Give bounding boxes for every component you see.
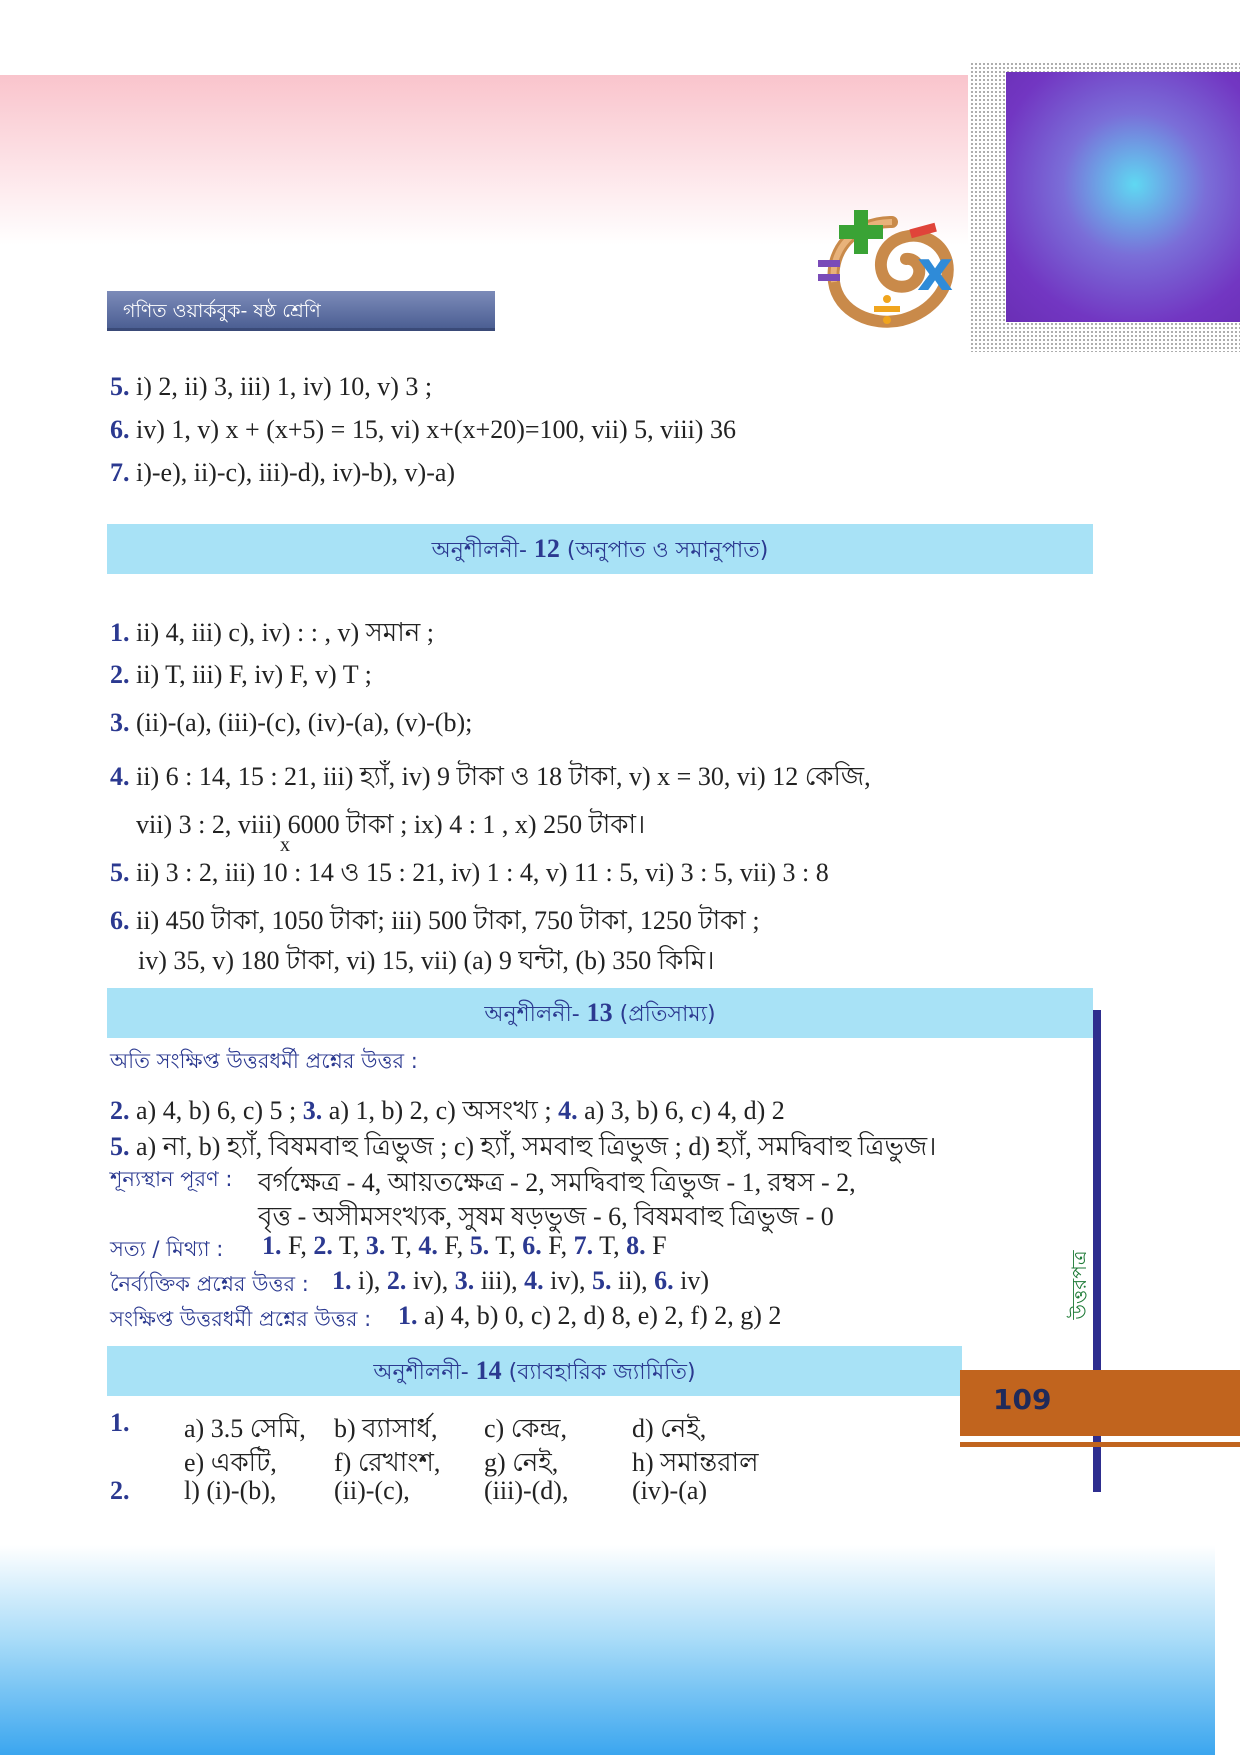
answer-cell: c) কেন্দ্র, [484, 1414, 567, 1443]
true-false-label: সত্য / মিথ্যা : [110, 1237, 224, 1261]
true-false-answers: 1. F, 2. T, 3. T, 4. F, 5. T, 6. F, 7. T, 8. F [262, 1231, 667, 1260]
answer-cell: f) রেখাংশ, [334, 1448, 441, 1477]
answer-cell: e) একটি, [184, 1448, 277, 1477]
question-number: 2. [110, 1476, 130, 1505]
exercise-12-header: অনুশীলনী- 12 (অনুপাত ও সমানুপাত) [107, 524, 1093, 574]
objective-answers: 1. i), 2. iv), 3. iii), 4. iv), 5. ii), 6. iv) [332, 1266, 710, 1295]
answer-line: 2. ii) T, iii) F, iv) F, v) T ; [110, 660, 372, 689]
answer-cell: d) নেই, [632, 1414, 707, 1443]
answer-cell: h) সমান্তরাল [632, 1448, 759, 1477]
answer-line: 7. i)-e), ii)-c), iii)-d), iv)-b), v)-a) [110, 458, 456, 487]
question-number: 1. [110, 1408, 130, 1437]
answer-line: 1. ii) 4, iii) c), iv) : : , v) সমান ; [110, 618, 435, 647]
short-answers: 1. a) 4, b) 0, c) 2, d) 8, e) 2, f) 2, g) 2 [398, 1301, 782, 1330]
page-number-rule [960, 1442, 1240, 1447]
answer-cell: a) 3.5 সেমি, [184, 1414, 306, 1443]
answer-cell: (iii)-(d), [484, 1476, 569, 1505]
answer-line: 2. a) 4, b) 6, c) 5 ; 3. a) 1, b) 2, c) অসংখ্য ; 4. a) 3, b) 6, c) 4, d) 2 [110, 1096, 785, 1125]
bottom-gradient-band [0, 1545, 1215, 1755]
answer-line: 5. i) 2, ii) 3, iii) 1, iv) 10, v) 3 ; [110, 372, 433, 401]
answer-cell: g) নেই, [484, 1448, 559, 1477]
exercise-13-header: অনুশীলনী- 13 (প্রতিসাম্য) [107, 988, 1093, 1038]
answer-line: 5. a) না, b) হ্যাঁ, বিষমবাহু ত্রিভুজ ; c) হ্যাঁ, সমবাহু ত্রিভুজ ; d) হ্যাঁ, সমদ্বিবাহু ত্রিভুজ। [110, 1132, 937, 1161]
answer-cell: b) ব্যাসার্ধ, [334, 1414, 438, 1443]
fill-in-blanks-label: শূন্যস্থান পূরণ : [110, 1167, 233, 1191]
answer-cell: (iv)-(a) [632, 1476, 708, 1505]
answer-line: 5. ii) 3 : 2, iii) 10 : 14 ও 15 : 21, iv) 1 : 4, v) 11 : 5, vi) 3 : 5, vii) 3 : 8 [110, 858, 829, 887]
objective-answer-label: নৈর্ব্যক্তিক প্রশ্নের উত্তর : [110, 1272, 309, 1296]
book-title: গণিত ওয়ার্কবুক- ষষ্ঠ শ্রেণি [107, 291, 495, 331]
answer-cell: l) (i)-(b), [184, 1476, 277, 1505]
svg-text:x: x [917, 239, 954, 304]
page-number: 109 [993, 1383, 1052, 1416]
answer-line: 6. ii) 450 টাকা, 1050 টাকা; iii) 500 টাকা, 750 টাকা, 1250 টাকা ; [110, 906, 760, 935]
short-answer-label: সংক্ষিপ্ত উত্তরধর্মী প্রশ্নের উত্তর : [110, 1307, 372, 1331]
answer-line: 4. ii) 6 : 14, 15 : 21, iii) হ্যাঁ, iv) 9 টাকা ও 18 টাকা, v) x = 30, vi) 12 কেজি, [110, 762, 871, 791]
side-section-label: উত্তরপত্র [1067, 1250, 1091, 1320]
math-operators-logo-icon [812, 202, 972, 332]
answer-line: vii) 3 : 2, viii) 6000 টাকা ; ix) 4 : 1 , x) 250 টাকা। [136, 810, 646, 839]
very-short-answer-label: অতি সংক্ষিপ্ত উত্তরধর্মী প্রশ্নের উত্তর : [110, 1049, 418, 1073]
overline-variable: x [280, 834, 290, 856]
purple-corner-square [1006, 72, 1240, 322]
fill-in-blanks-line: বৃত্ত - অসীমসংখ্যক, সুষম ষড়ভুজ - 6, বিষমবাহু ত্রিভুজ - 0 [258, 1202, 834, 1231]
answer-cell: (ii)-(c), [334, 1476, 410, 1505]
answer-line: iv) 35, v) 180 টাকা, vi) 15, vii) (a) 9 ঘন্টা, (b) 350 কিমি। [138, 946, 715, 975]
exercise-14-header: অনুশীলনী- 14 (ব্যাবহারিক জ্যামিতি) [107, 1346, 962, 1396]
answer-line: 6. iv) 1, v) x + (x+5) = 15, vi) x+(x+20)=100, vii) 5, viii) 36 [110, 415, 736, 444]
fill-in-blanks-line: বর্গক্ষেত্র - 4, আয়তক্ষেত্র - 2, সমদ্বিবাহু ত্রিভুজ - 1, রম্বস - 2, [258, 1168, 856, 1197]
answer-line: 3. (ii)-(a), (iii)-(c), (iv)-(a), (v)-(b); [110, 708, 473, 737]
